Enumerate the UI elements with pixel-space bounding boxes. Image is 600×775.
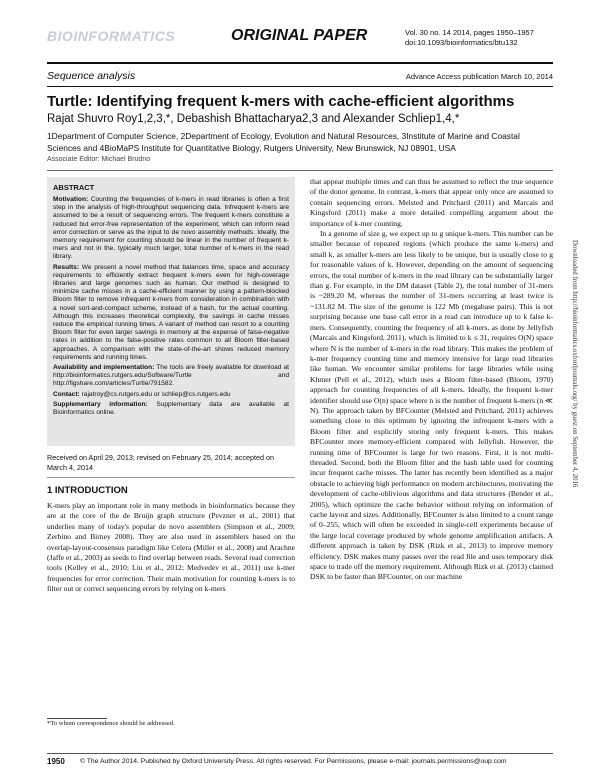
intro-body: [47, 501, 295, 595]
volume-line: Vol. 30 no. 14 2014, pages 1950–1957: [405, 28, 534, 37]
section-rule: [47, 86, 553, 87]
paper-title: Turtle: Identifying frequent k-mers with cache-efficient algorithms: [47, 93, 515, 110]
motivation-label: Motivation:: [53, 196, 89, 203]
abstract-results: [53, 264, 289, 362]
supplementary-text: Supplementary data are available at Bioinformatics online.: [53, 400, 289, 417]
contact-label: Contact:: [53, 390, 80, 398]
title-rule: [47, 170, 553, 171]
footnote-rule: [47, 718, 107, 719]
abstract-contact: [53, 391, 289, 399]
abstract-box: [47, 177, 295, 446]
footnote: *To whom correspondence should be addressed.: [47, 720, 175, 727]
intro-heading: 1 INTRODUCTION: [47, 485, 128, 496]
side-note-text[interactable]: Downloaded from http://bioinformatics.oxfordjournals.org/ by guest on September 4, 2016: [571, 240, 578, 488]
abstract-motivation: [53, 196, 289, 262]
received-dates: Received on April 29, 2013; revised on February 25, 2014; accepted on March 4, 2014: [47, 453, 274, 472]
right-paragraph-2: In a genome of size g, we expect up to g unique k-mers. This number can be smaller because of repeated regions (which produce the same k-mers) and small k, as smaller k-mers are less likely to be unique, but is usually close to g for reasonable values of k. However, depending on the amount of sequencing errors, the total number of k-mers in the read library can be substantially larger than g. For example, in the DM dataset (Table 2), the total number of 31-mers is ~289.20 M, whereas the number of 31-mers occurring at least twice is ~131.82 M. The size of the genome is 122 Mb (megabase pairs). This is not surprising because one base call error in a read can introduce up to k false k-mers. Consequently, counting the frequency of all k-mers, as done by Jellyfish (Marcais and Kingsford, 2011), which is limited to k ≤ 31, requires O(N) space where N is the number of k-mers in the read library. This makes the problem of k-mer frequency counting time and memory intensive for large read libraries like human. We encounter similar problems for large libraries while using Khmer (Pell et al., 2012), which uses a Bloom filter-based (Bloom, 1970) approach for counting frequencies of all k-mers. Ideally, the frequent k-mer identifier should use O(n) space where n is the number of frequent k-mers (n ≪ N). The approach taken by BFCounter (Melsted and Pritchard, 2011) achieves something close to this optimum by ignoring the infrequent k-mers with a Bloom filter and explicitly storing only frequent k-mers. This makes BFCounter more memory-efficient compared with Jellyfish. However, the running time of BFCounter is large for two reasons. First, it is not multi-threaded. Second, both the Bloom filter and the hash table used for counting incur frequent cache misses. The latter has recently been identified as a major obstacle to achieving high performance on modern architectures, motivating the development of cache-oblivious algorithms and data structures (Bender et al., 2005), which optimize the cache behavior without relying on information of cache layout and sizes. Additionally, BFCounter is also limited to a count range of 0–255, which will often be exceeded in single-cell experiments because of the large local coverage produced by whole genome amplification artifacts. A different approach is taken by DSK (Rizk et al., 2013) to improve memory efficiency. DSK makes many passes over the read file and uses temporary disk space to trade off the memory requirement. Although Rizk et al. (2013) claimed DSK to be faster than BFCounter, on our machine: [310, 229, 553, 582]
advance-access: Advance Access publication March 10, 2014: [405, 72, 553, 81]
side-download-note: [568, 240, 580, 570]
affiliations: 1Department of Computer Science, 2Department of Ecology, Evolution and Natural Resources, 3Institute of Marine and Coastal Sciences and 4BioMaPS Institute for Quantitative Biology, Rutgers University, New Brunswick, NJ 08901, USA: [47, 131, 520, 153]
abstract-heading: ABSTRACT: [53, 183, 95, 192]
article-type: ORIGINAL PAPER: [231, 27, 368, 44]
results-label: Results:: [53, 263, 80, 271]
journal-name: BIOINFORMATICS: [47, 28, 176, 44]
copyright: © The Author 2014. Published by Oxford University Press. All rights reserved. For Permissions, please e-mail: journals.permissions@oup.com: [80, 758, 507, 765]
supplementary-label: Supplementary information:: [53, 400, 148, 408]
associate-editor: Associate Editor: Michael Brudno: [47, 156, 151, 163]
availability-text[interactable]: The tools are freely available for download at http://bioinformatics.rutgers.edu/Software/Turtle and http://figshare.com/articles/Turtle/791582.: [53, 364, 289, 388]
section-label: Sequence analysis: [47, 70, 136, 82]
intro-paragraph: K-mers play an important role in many methods in bioinformatics because they are at the core of the de Bruijn graph structure (Pevzner et al., 2001) that underlies many of today's popular de novo assemblers (Simpson et al., 2009; Zerbino and Birney 2008). They are also used in assemblers based on the overlap-layout-consensus paradigm like Celera (Miller et al., 2008) and Arachne (Jaffe et al., 2003) as seeds to find overlap between reads. Several read correction tools (Kelley et al., 2010; Liu et al., 2012; Medvedev et al., 2011) use k-mer frequencies for error correction. Their main motivation for counting k-mers is to filter out or correct sequencing errors by relying on k-mers: [47, 501, 295, 594]
motivation-text: Counting the frequencies of k-mers in read libraries is often a first step in the analysis of high-throughput sequencing data. Infrequent k-mers are assumed to be a result of sequencing errors. The frequent k-mers constitute a reduced but error-free representation of the experiment, which can inform read error correction or serve as the input to de novo assembly methods. Ideally, the memory requirement for counting should be linear in the number of frequent k-mers and not in the, typically much larger, total number of k-mers in the read library.: [53, 196, 289, 261]
abstract-supplementary: [53, 401, 289, 417]
contact-text[interactable]: rajatroy@cs.rutgers.edu or schliep@cs.rutgers.edu: [81, 390, 231, 398]
right-column: [310, 177, 553, 583]
results-text: We present a novel method that balances time, space and accuracy requirements to efficiently extract frequent k-mers even for high-coverage libraries and large genomes such as human. Our method is designed to minimize cache misses in a cache-efficient manner by using a pattern-blocked Bloom filter to remove infrequent k-mers from consideration in combination with a novel sort-and-compact scheme, instead of a hash, for the actual counting. Although this increases theoretical complexity, the savings in cache misses reduce the empirical running times. A variant of method can resort to a counting Bloom filter for even larger savings in memory at the expense of false-negative rates in addition to the false-positive rates common to all Bloom filter-based approaches. A comparison with the state-of-the-art shows reduced memory requirements and running times.: [53, 263, 289, 361]
volume-info: [405, 28, 534, 48]
header-rule: [47, 62, 553, 64]
received-rule: [47, 477, 295, 478]
availability-label: Availability and implementation:: [53, 364, 155, 372]
authors: Rajat Shuvro Roy1,2,3,*, Debashish Bhattacharya2,3 and Alexander Schliep1,4,*: [47, 113, 460, 125]
abstract-availability: [53, 364, 289, 389]
right-paragraph-1: that appear multiple times and can thus be assumed to reflect the true sequence of the donor genome. In contrast, k-mers that appear only once are assumed to contain sequencing errors. Melsted and Pritchard (2011) and Marcais and Kingsford (2011) make a more detailed compelling argument about the importance of k-mer counting.: [310, 177, 553, 228]
doi-line: doi:10.1093/bioinformatics/btu132: [405, 38, 518, 47]
footer-rule: [47, 753, 553, 754]
page-number: 1950: [47, 757, 65, 766]
